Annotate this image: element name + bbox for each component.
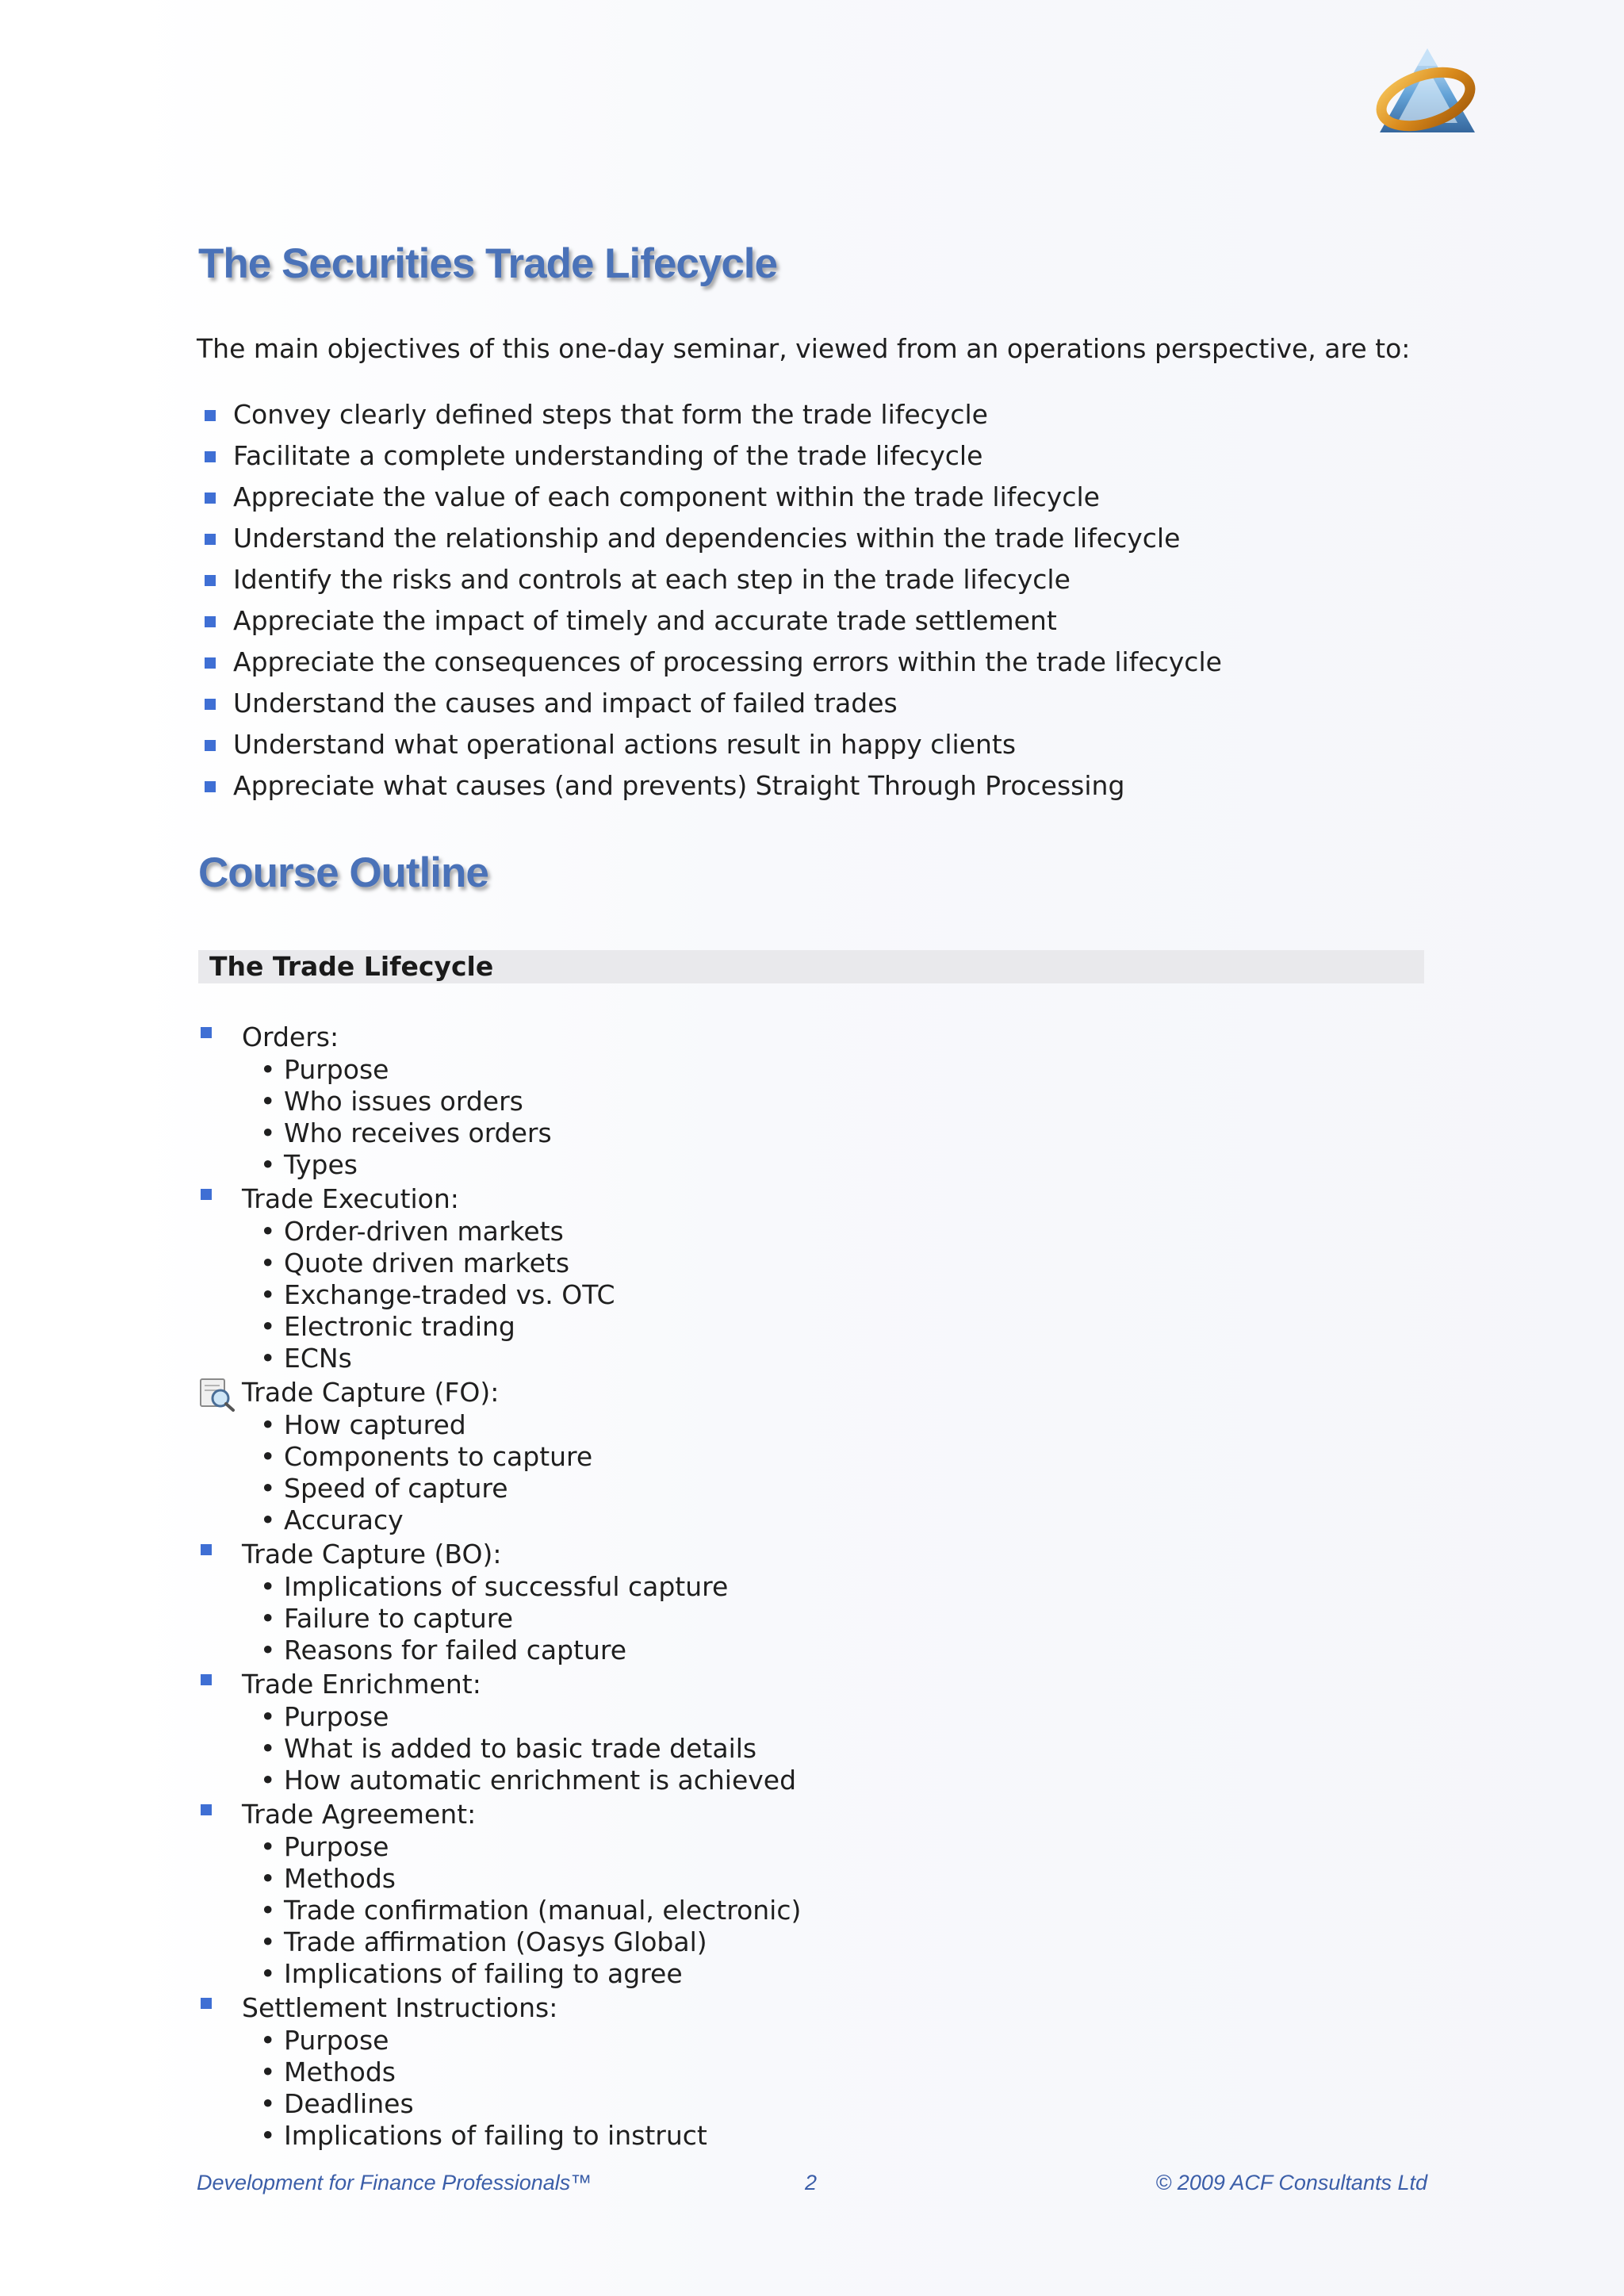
list-item: • Methods bbox=[198, 1863, 1388, 1895]
objective-item bbox=[203, 518, 1222, 559]
topic-trade-capture-bo bbox=[198, 1538, 1388, 1666]
list-item: • Exchange-traded vs. OTC bbox=[198, 1279, 1388, 1311]
topic-title: Trade Agreement: bbox=[242, 1799, 477, 1830]
objective-item bbox=[203, 435, 1222, 477]
topic-subitems bbox=[198, 1409, 1388, 1536]
topic-trade-execution bbox=[198, 1182, 1388, 1374]
objective-text: Facilitate a complete understanding of the trade lifecycle bbox=[233, 440, 983, 471]
topic-title: Trade Capture (FO): bbox=[242, 1377, 500, 1408]
list-item: • Trade confirmation (manual, electronic) bbox=[198, 1895, 1388, 1926]
list-item: • Electronic trading bbox=[198, 1311, 1388, 1343]
list-item: • How captured bbox=[198, 1409, 1388, 1441]
magnifier-icon[interactable] bbox=[199, 1378, 236, 1412]
list-item: • What is added to basic trade details bbox=[198, 1733, 1388, 1765]
list-item: • ECNs bbox=[198, 1343, 1388, 1374]
square-bullet-icon bbox=[201, 1544, 212, 1555]
square-bullet-icon bbox=[205, 410, 216, 421]
objective-item bbox=[203, 600, 1222, 642]
subsection-header bbox=[198, 950, 1424, 983]
section-title: Course Outline bbox=[198, 849, 488, 896]
square-bullet-icon bbox=[205, 575, 216, 586]
footer-copyright: © 2009 ACF Consultants Ltd bbox=[1155, 2171, 1427, 2194]
objective-text: Appreciate the impact of timely and accurate trade settlement bbox=[233, 605, 1057, 636]
subsection-title: The Trade Lifecycle bbox=[209, 951, 494, 982]
objective-item bbox=[203, 394, 1222, 435]
square-bullet-icon bbox=[205, 657, 216, 669]
topic-subitems bbox=[198, 1701, 1388, 1796]
objective-text: Identify the risks and controls at each step in the trade lifecycle bbox=[233, 564, 1071, 595]
list-item: • Purpose bbox=[198, 2025, 1388, 2056]
list-item: • Implications of successful capture bbox=[198, 1571, 1388, 1603]
topic-title-row bbox=[198, 1021, 1388, 1054]
list-item: • Who issues orders bbox=[198, 1086, 1388, 1117]
square-bullet-icon bbox=[205, 740, 216, 751]
square-bullet-icon bbox=[201, 1674, 212, 1685]
objective-item bbox=[203, 765, 1222, 807]
list-item: • How automatic enrichment is achieved bbox=[198, 1765, 1388, 1796]
list-item: • Accuracy bbox=[198, 1504, 1388, 1536]
topic-subitems bbox=[198, 2025, 1388, 2152]
page-number: 2 bbox=[805, 2171, 818, 2194]
topic-title-row bbox=[198, 1376, 1388, 1409]
square-bullet-icon bbox=[205, 781, 216, 792]
list-item: • Deadlines bbox=[198, 2088, 1388, 2120]
list-item: • Purpose bbox=[198, 1054, 1388, 1086]
list-item: • Failure to capture bbox=[198, 1603, 1388, 1635]
objective-text: Convey clearly defined steps that form the trade lifecycle bbox=[233, 399, 988, 430]
topic-title-row bbox=[198, 1538, 1388, 1571]
square-bullet-icon bbox=[205, 616, 216, 627]
square-bullet-icon bbox=[205, 451, 216, 462]
topic-title: Settlement Instructions: bbox=[242, 1992, 558, 2023]
list-item: • Purpose bbox=[198, 1701, 1388, 1733]
list-item: • Implications of failing to instruct bbox=[198, 2120, 1388, 2152]
objective-text: Understand the causes and impact of failed trades bbox=[233, 688, 898, 719]
list-item: • Components to capture bbox=[198, 1441, 1388, 1473]
topic-title-row bbox=[198, 1668, 1388, 1701]
objective-text: Understand what operational actions result in happy clients bbox=[233, 729, 1017, 760]
square-bullet-icon bbox=[201, 1027, 212, 1038]
topic-orders bbox=[198, 1021, 1388, 1181]
square-bullet-icon bbox=[201, 1998, 212, 2009]
topic-subitems bbox=[198, 1054, 1388, 1181]
objective-item bbox=[203, 683, 1222, 724]
company-logo bbox=[1370, 44, 1481, 139]
topic-settlement-instructions bbox=[198, 1991, 1388, 2152]
objective-text: Appreciate the value of each component within the trade lifecycle bbox=[233, 481, 1100, 512]
topic-subitems bbox=[198, 1831, 1388, 1990]
topic-title: Orders: bbox=[242, 1022, 339, 1052]
topic-trade-capture-fo bbox=[198, 1376, 1388, 1536]
topic-subitems bbox=[198, 1216, 1388, 1374]
objective-text: Understand the relationship and dependencies within the trade lifecycle bbox=[233, 523, 1181, 554]
list-item: • Who receives orders bbox=[198, 1117, 1388, 1149]
square-bullet-icon bbox=[205, 699, 216, 710]
list-item: • Reasons for failed capture bbox=[198, 1635, 1388, 1666]
list-item: • Quote driven markets bbox=[198, 1248, 1388, 1279]
footer-tagline: Development for Finance Professionals™ bbox=[197, 2171, 592, 2194]
objective-item bbox=[203, 559, 1222, 600]
list-item: • Speed of capture bbox=[198, 1473, 1388, 1504]
course-outline bbox=[198, 1021, 1388, 2153]
square-bullet-icon bbox=[205, 493, 216, 504]
topic-trade-agreement bbox=[198, 1798, 1388, 1990]
objective-item bbox=[203, 477, 1222, 518]
objectives-list bbox=[203, 394, 1222, 807]
topic-title: Trade Execution: bbox=[242, 1183, 459, 1214]
topic-title: Trade Capture (BO): bbox=[242, 1539, 502, 1570]
topic-subitems bbox=[198, 1571, 1388, 1666]
list-item: • Order-driven markets bbox=[198, 1216, 1388, 1248]
list-item: • Trade affirmation (Oasys Global) bbox=[198, 1926, 1388, 1958]
objective-item bbox=[203, 642, 1222, 683]
objective-text: Appreciate the consequences of processing errors within the trade lifecycle bbox=[233, 646, 1222, 677]
page-title: The Securities Trade Lifecycle bbox=[198, 240, 778, 287]
topic-title-row bbox=[198, 1798, 1388, 1831]
topic-title-row bbox=[198, 1991, 1388, 2025]
list-item: • Purpose bbox=[198, 1831, 1388, 1863]
square-bullet-icon bbox=[201, 1804, 212, 1815]
list-item: • Types bbox=[198, 1149, 1388, 1181]
square-bullet-icon bbox=[201, 1189, 212, 1200]
topic-trade-enrichment bbox=[198, 1668, 1388, 1796]
topic-title-row bbox=[198, 1182, 1388, 1216]
intro-paragraph: The main objectives of this one-day seminar, viewed from an operations perspective, are to: bbox=[197, 333, 1411, 364]
topic-title: Trade Enrichment: bbox=[242, 1669, 481, 1700]
list-item: • Methods bbox=[198, 2056, 1388, 2088]
square-bullet-icon bbox=[205, 534, 216, 545]
objective-text: Appreciate what causes (and prevents) Straight Through Processing bbox=[233, 770, 1125, 801]
objective-item bbox=[203, 724, 1222, 765]
list-item: • Implications of failing to agree bbox=[198, 1958, 1388, 1990]
